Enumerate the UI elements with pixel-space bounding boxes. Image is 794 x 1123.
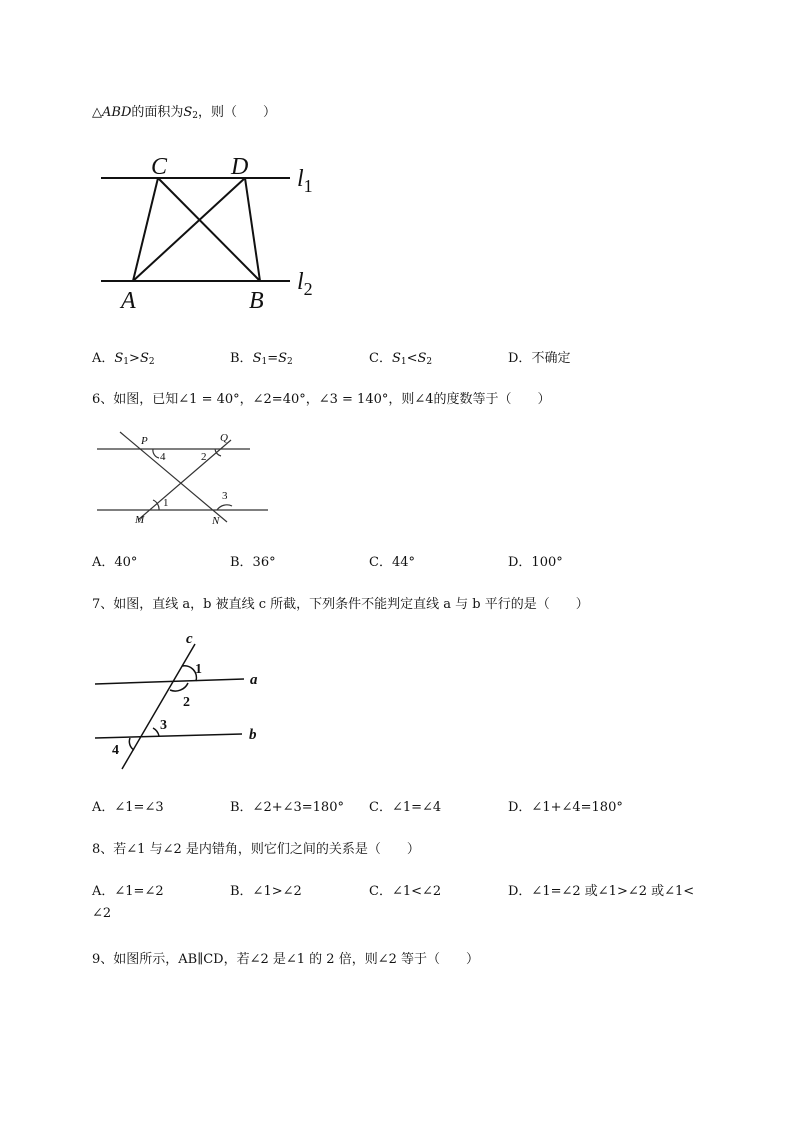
svg-text:1: 1 [163,497,169,509]
arc-3 [153,728,159,736]
svg-text:a: a [250,672,258,688]
option-a[interactable]: A．40° [92,555,138,570]
figure-q7 [92,628,272,778]
svg-text:2: 2 [183,695,190,710]
question-7-stem: 7、如图，直线 a，b 被直线 c 所截，下列条件不能判定直线 a 与 b 平行的是（ ） [92,597,589,612]
svg-text:N: N [212,515,220,527]
arc-3 [217,505,232,510]
option-d[interactable]: D．∠1=∠2 或∠1>∠2 或∠1< [508,884,695,899]
segment-cb [158,178,260,281]
svg-text:M: M [135,514,145,526]
option-b[interactable]: B．$S_1=S_2$ [230,351,293,367]
segment-da [133,178,245,281]
question-8-stem: 8、若∠1 与∠2 是内错角，则它们之间的关系是（ ） [92,842,420,857]
option-c[interactable]: C．∠1<∠2 [369,884,442,899]
svg-text:b: b [249,727,257,743]
option-a[interactable]: A．∠1=∠2 [92,884,164,899]
question-5-stem: △ABD的面积为$S_2$，则（ ） [92,105,277,121]
label-l1: $l_1$ [297,166,313,196]
option-b[interactable]: B．∠2+∠3=180° [230,800,344,815]
figure-trapezoid [95,148,335,318]
option-c[interactable]: C．44° [369,555,415,570]
question-9-stem: 9、如图所示，AB∥CD，若∠2 是∠1 的 2 倍，则∠2 等于（ ） [92,952,480,967]
option-d[interactable]: D．∠1+∠4=180° [508,800,623,815]
arc-2 [170,683,188,691]
option-c[interactable]: C．∠1=∠4 [369,800,442,815]
svg-text:P: P [141,435,148,447]
option-d[interactable]: D．不确定 [508,351,571,366]
svg-text:c: c [186,631,193,647]
label-c: C [151,154,168,180]
option-b[interactable]: B．36° [230,555,276,570]
svg-text:4: 4 [160,451,166,463]
svg-text:Q: Q [220,432,228,444]
option-d-continuation: ∠2 [92,906,112,921]
line-b [95,734,242,738]
svg-text:3: 3 [160,718,167,733]
option-c[interactable]: C．$S_1<S_2$ [369,351,433,367]
svg-text:4: 4 [112,743,119,758]
option-a[interactable]: A．∠1=∠3 [92,800,164,815]
label-b: B [249,288,264,314]
option-a[interactable]: A．$S_1>S_2$ [92,351,155,367]
svg-text:1: 1 [195,662,202,677]
figure-q6 [95,428,275,528]
svg-text:2: 2 [201,451,207,463]
svg-text:3: 3 [222,490,228,502]
line-q-m [138,440,231,520]
segment-ca [133,178,158,281]
line-a [95,679,244,684]
label-l2: $l_2$ [297,269,313,299]
question-6-stem: 6、如图，已知∠1 = 40°，∠2=40°，∠3 = 140°，则∠4的度数等于（ ） [92,392,551,407]
label-a: A [121,288,136,314]
label-d: D [231,154,249,180]
segment-db [245,178,260,281]
arc-4 [153,449,159,458]
line-p-n [120,432,227,522]
option-b[interactable]: B．∠1>∠2 [230,884,302,899]
option-d[interactable]: D．100° [508,555,563,570]
